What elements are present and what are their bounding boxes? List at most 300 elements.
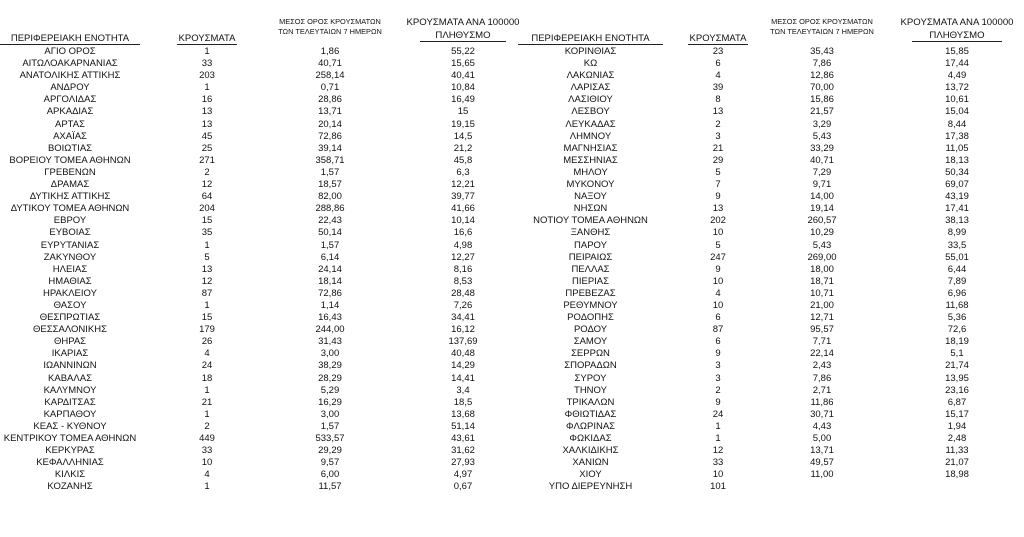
cell-cases: 2 — [715, 384, 721, 396]
cell-cases: 9 — [715, 191, 721, 203]
cell-avg: 33,29 — [810, 142, 834, 154]
cell-avg: 18,14 — [318, 275, 342, 287]
cell-region: ΚΑΡΠΑΘΟΥ — [43, 408, 97, 420]
cell-region: ΣΥΡΟΥ — [574, 372, 607, 384]
cell-per: 14,41 — [451, 372, 475, 384]
cell-per: 16,49 — [451, 94, 475, 106]
cell-region: ΛΗΜΝΟΥ — [569, 130, 612, 142]
cell-avg: 3,00 — [320, 408, 340, 420]
table-header — [0, 0, 520, 46]
table-row — [0, 300, 512, 312]
cell-cases: 45 — [201, 130, 213, 142]
cell-per: 8,53 — [453, 275, 473, 287]
cell-cases: 10 — [712, 299, 724, 311]
cell-region: ΙΚΑΡΙΑΣ — [51, 348, 89, 360]
cell-cases: 24 — [201, 360, 213, 372]
cell-per: 38,13 — [945, 215, 969, 227]
cell-avg: 70,00 — [810, 82, 834, 94]
cell-region: ΧΑΛΚΙΔΙΚΗΣ — [562, 445, 619, 457]
table-row — [512, 131, 1024, 143]
table-row — [512, 46, 1024, 58]
cell-cases: 12 — [201, 179, 213, 191]
table-row — [0, 215, 512, 227]
cell-per: 40,48 — [451, 348, 475, 360]
cell-avg: 24,14 — [318, 263, 342, 275]
table-row — [0, 106, 512, 118]
table-row — [512, 360, 1024, 372]
cell-avg: 40,71 — [318, 58, 342, 70]
table-row — [512, 433, 1024, 445]
table-row — [0, 94, 512, 106]
cell-avg: 7,86 — [812, 58, 832, 70]
cell-cases: 87 — [201, 287, 213, 299]
cell-avg: 39,14 — [318, 142, 342, 154]
cell-avg: 2,43 — [812, 360, 832, 372]
cell-region: ΑΙΤΩΛΟΑΚΑΡΝΑΝΙΑΣ — [22, 58, 118, 70]
cell-cases: 449 — [199, 433, 215, 444]
cell-region: ΕΥΒΟΙΑΣ — [49, 227, 91, 239]
cell-per: 39,77 — [451, 191, 475, 203]
cell-region: ΣΠΟΡΑΔΩΝ — [564, 360, 617, 372]
table-row — [0, 324, 512, 336]
table-row — [512, 191, 1024, 203]
cell-region: ΛΑΡΙΣΑΣ — [570, 82, 611, 94]
cell-region: ΔΡΑΜΑΣ — [50, 179, 90, 191]
cell-avg: 0,71 — [320, 82, 340, 94]
cell-cases: 1 — [204, 384, 210, 396]
cell-per: 11,68 — [945, 299, 969, 311]
cell-cases: 2 — [204, 166, 210, 178]
cell-region: ΜΑΓΝΗΣΙΑΣ — [563, 142, 618, 154]
table-row — [512, 70, 1024, 82]
cell-avg: 5,00 — [812, 433, 832, 444]
cell-avg: 10,71 — [810, 287, 834, 299]
cell-avg: 13,71 — [810, 445, 834, 457]
cell-avg: 260,57 — [807, 215, 837, 227]
cell-avg: 358,71 — [315, 154, 345, 166]
cell-region: ΚΟΡΙΝΘΙΑΣ — [564, 46, 617, 57]
cell-avg: 11,00 — [810, 469, 834, 481]
header-region: ΠΕΡΙΦΕΡΕΙΑΚΗ ΕΝΟΤΗΤΑ — [518, 34, 663, 45]
table-row — [0, 131, 512, 143]
table-row — [512, 457, 1024, 469]
right-table — [512, 0, 1024, 493]
cell-region: ΣΕΡΡΩΝ — [571, 348, 610, 360]
cell-cases: 64 — [201, 191, 213, 203]
cell-avg: 2,71 — [812, 384, 832, 396]
cell-per: 13,68 — [451, 408, 475, 420]
cell-per: 34,41 — [451, 312, 475, 324]
cell-per: 51,14 — [451, 420, 475, 432]
cell-avg: 6,00 — [320, 469, 340, 481]
cell-avg: 10,29 — [810, 227, 834, 239]
cell-avg: 6,14 — [320, 251, 340, 263]
cell-region: ΒΟΙΩΤΙΑΣ — [47, 142, 93, 154]
cell-avg: 22,14 — [810, 348, 834, 360]
cell-avg: 20,14 — [318, 118, 342, 130]
cell-avg: 5,29 — [320, 384, 340, 396]
cell-per: 12,27 — [451, 251, 475, 263]
cell-region: ΜΕΣΣΗΝΙΑΣ — [563, 154, 618, 166]
cell-avg: 5,43 — [812, 130, 832, 142]
table-row — [512, 94, 1024, 106]
cell-cases: 29 — [712, 154, 724, 166]
header-region: ΠΕΡΙΦΕΡΕΙΑΚΗ ΕΝΟΤΗΤΑ — [0, 34, 140, 45]
cell-cases: 15 — [201, 312, 213, 324]
table-row — [512, 143, 1024, 155]
cell-cases: 4 — [204, 348, 210, 360]
cell-per: 10,84 — [451, 82, 475, 94]
header-avg-line1: ΜΕΣΟΣ ΟΡΟΣ ΚΡΟΥΣΜΑΤΩΝ — [279, 17, 381, 26]
cell-per: 5,1 — [950, 348, 964, 360]
table-row — [512, 179, 1024, 191]
cell-cases: 10 — [201, 457, 213, 469]
cell-cases: 179 — [199, 324, 215, 336]
table-row — [0, 360, 512, 372]
cell-region: ΜΗΛΟΥ — [573, 166, 608, 178]
cell-cases: 2 — [715, 118, 721, 130]
table-row — [512, 264, 1024, 276]
cell-cases: 8 — [715, 94, 721, 106]
cell-per: 43,61 — [451, 433, 475, 444]
cell-per: 55,01 — [945, 251, 969, 263]
cell-cases: 24 — [712, 408, 724, 420]
cell-avg: 12,71 — [810, 312, 834, 324]
cell-cases: 18 — [201, 372, 213, 384]
cell-cases: 10 — [712, 275, 724, 287]
table-row — [0, 179, 512, 191]
cell-region: ΗΡΑΚΛΕΙΟΥ — [43, 287, 97, 299]
cell-per: 18,5 — [453, 396, 473, 408]
cell-region: ΘΑΣΟΥ — [53, 299, 87, 311]
table-row — [0, 409, 512, 421]
cell-per: 18,13 — [945, 154, 969, 166]
cell-per: 12,21 — [451, 179, 475, 191]
header-avg-line2: ΤΩΝ ΤΕΛΕΥΤΑΙΩΝ 7 ΗΜΕΡΩΝ — [278, 27, 382, 36]
cell-per: 7,89 — [947, 275, 967, 287]
header-cases: ΚΡΟΥΣΜΑΤΑ — [689, 33, 747, 44]
table-row — [0, 227, 512, 239]
cell-avg: 533,57 — [315, 433, 345, 444]
cell-per: 72,6 — [947, 324, 967, 336]
table-row — [512, 445, 1024, 457]
cell-avg: 35,43 — [810, 46, 834, 57]
cell-avg: 14,00 — [810, 191, 834, 203]
table-row — [0, 445, 512, 457]
cell-avg: 49,57 — [810, 457, 834, 469]
table-row — [512, 252, 1024, 264]
cell-per: 13,72 — [945, 82, 969, 94]
cell-cases: 35 — [201, 227, 213, 239]
left-rows — [0, 46, 512, 493]
cell-region: ΕΒΡΟΥ — [53, 215, 87, 227]
cell-region: ΣΑΜΟΥ — [573, 336, 608, 348]
table-row — [0, 240, 512, 252]
cell-avg: 28,29 — [318, 372, 342, 384]
table-row — [0, 276, 512, 288]
cell-avg: 3,00 — [320, 348, 340, 360]
cell-cases: 3 — [715, 130, 721, 142]
cell-avg: 269,00 — [807, 251, 837, 263]
cell-per: 8,44 — [947, 118, 967, 130]
cell-region: ΓΡΕΒΕΝΩΝ — [44, 166, 96, 178]
cell-region: ΘΕΣΠΡΩΤΙΑΣ — [39, 312, 101, 324]
cell-per: 23,16 — [945, 384, 969, 396]
table-row — [512, 288, 1024, 300]
cell-per: 21,07 — [945, 457, 969, 469]
cell-per: 3,4 — [456, 384, 470, 396]
cell-avg: 258,14 — [315, 70, 345, 82]
table-row — [0, 203, 512, 215]
cell-cases: 87 — [712, 324, 724, 336]
cell-region: ΤΗΝΟΥ — [574, 384, 607, 396]
cell-per: 6,3 — [456, 166, 470, 178]
cell-avg: 18,71 — [810, 275, 834, 287]
cell-region: ΡΟΔΟΥ — [573, 324, 608, 336]
cell-region: ΧΙΟΥ — [579, 469, 602, 481]
cell-cases: 2 — [204, 420, 210, 432]
cell-cases: 3 — [715, 360, 721, 372]
cell-region: ΚΟΖΑΝΗΣ — [47, 481, 93, 493]
table-row — [0, 336, 512, 348]
cell-cases: 21 — [712, 142, 724, 154]
cell-avg: 22,43 — [318, 215, 342, 227]
cell-cases: 247 — [710, 251, 726, 263]
header-per-line1: ΚΡΟΥΣΜΑΤΑ ΑΝΑ 100000 — [406, 17, 520, 28]
cell-region: ΦΛΩΡΙΝΑΣ — [565, 420, 616, 432]
cell-cases: 1 — [715, 420, 721, 432]
cell-avg: 13,71 — [318, 106, 342, 118]
cell-cases: 13 — [712, 106, 724, 118]
table-row — [0, 481, 512, 493]
cell-avg: 1,14 — [320, 299, 340, 311]
cell-avg: 21,57 — [810, 106, 834, 118]
cell-avg: 72,86 — [318, 287, 342, 299]
header-avg-line2: ΤΩΝ ΤΕΛΕΥΤΑΙΩΝ 7 ΗΜΕΡΩΝ — [770, 27, 874, 36]
cell-region: ΗΜΑΘΙΑΣ — [48, 275, 92, 287]
cell-per: 43,19 — [945, 191, 969, 203]
cell-avg: 19,14 — [810, 203, 834, 215]
cell-region: ΦΩΚΙΔΑΣ — [569, 433, 612, 444]
cell-avg: 3,29 — [812, 118, 832, 130]
cell-region: ΝΗΣΩΝ — [573, 203, 608, 215]
cell-cases: 6 — [715, 312, 721, 324]
cell-cases: 15 — [201, 215, 213, 227]
cell-per: 18,19 — [945, 336, 969, 348]
cell-region: ΘΕΣΣΑΛΟΝΙΚΗΣ — [33, 324, 107, 336]
table-row — [512, 155, 1024, 167]
cell-avg: 28,86 — [318, 94, 342, 106]
table-row — [512, 167, 1024, 179]
cell-cases: 271 — [199, 154, 215, 166]
table-row — [0, 191, 512, 203]
table-row — [512, 82, 1024, 94]
cell-region: ΑΧΑΪΑΣ — [53, 130, 87, 142]
left-table — [0, 0, 520, 493]
table-row — [0, 82, 512, 94]
cell-avg: 31,43 — [318, 336, 342, 348]
cell-region: ΛΑΣΙΘΙΟΥ — [568, 94, 613, 106]
cell-per: 17,38 — [945, 130, 969, 142]
cell-per: 6,87 — [947, 396, 967, 408]
cell-per: 137,69 — [448, 336, 478, 348]
cell-avg: 9,71 — [812, 179, 832, 191]
cell-per: 11,05 — [945, 142, 969, 154]
cell-avg: 18,57 — [318, 179, 342, 191]
cell-region: ΝΟΤΙΟΥ ΤΟΜΕΑ ΑΘΗΝΩΝ — [533, 215, 648, 227]
cell-region: ΘΗΡΑΣ — [53, 336, 87, 348]
cell-avg: 15,86 — [810, 94, 834, 106]
cell-avg: 244,00 — [315, 324, 345, 336]
cell-region: ΑΡΚΑΔΙΑΣ — [46, 106, 94, 118]
table-row — [512, 240, 1024, 252]
table-row — [512, 215, 1024, 227]
cell-per: 4,98 — [453, 239, 473, 251]
table-row — [0, 385, 512, 397]
cell-region: ΑΡΓΟΛΙΔΑΣ — [43, 94, 97, 106]
table-row — [512, 397, 1024, 409]
table-row — [512, 300, 1024, 312]
cell-region: ΡΕΘΥΜΝΟΥ — [563, 299, 618, 311]
cell-cases: 1 — [204, 46, 210, 57]
cell-cases: 9 — [715, 396, 721, 408]
cell-region: ΑΓΙΟ ΟΡΟΣ — [44, 46, 96, 57]
cell-region: ΥΠΟ ΔΙΕΡΕΥΝΗΣΗ — [548, 481, 633, 493]
cell-per: 27,93 — [451, 457, 475, 469]
cell-avg: 72,86 — [318, 130, 342, 142]
cell-per: 21,74 — [945, 360, 969, 372]
cell-region: ΠΑΡΟΥ — [574, 239, 607, 251]
cell-per: 15,17 — [945, 408, 969, 420]
cell-cases: 3 — [715, 372, 721, 384]
cell-cases: 101 — [710, 481, 726, 493]
cell-avg: 1,57 — [320, 166, 340, 178]
table-header — [512, 0, 1024, 46]
table-row — [0, 469, 512, 481]
cell-region: ΗΛΕΙΑΣ — [52, 263, 88, 275]
cell-cases: 1 — [204, 408, 210, 420]
cell-cases: 5 — [715, 239, 721, 251]
table-row — [512, 324, 1024, 336]
cell-cases: 13 — [201, 263, 213, 275]
cell-per: 14,5 — [453, 130, 473, 142]
cell-region: ΔΥΤΙΚΟΥ ΤΟΜΕΑ ΑΘΗΝΩΝ — [10, 203, 130, 215]
table-row — [512, 119, 1024, 131]
cell-avg: 7,71 — [812, 336, 832, 348]
table-row — [512, 58, 1024, 70]
cell-region: ΚΕΦΑΛΛΗΝΙΑΣ — [36, 457, 104, 469]
cell-per: 0,67 — [453, 481, 473, 493]
cell-cases: 5 — [204, 251, 210, 263]
table-row — [512, 421, 1024, 433]
cell-per: 31,62 — [451, 445, 475, 457]
table-row — [512, 336, 1024, 348]
cell-region: ΚΩ — [583, 58, 598, 70]
table-row — [0, 264, 512, 276]
table-row — [0, 433, 512, 445]
cell-cases: 13 — [712, 203, 724, 215]
table-row — [0, 46, 512, 58]
table-row — [0, 252, 512, 264]
cell-cases: 1 — [715, 433, 721, 444]
cell-cases: 203 — [199, 70, 215, 82]
cell-cases: 6 — [715, 58, 721, 70]
cell-per: 40,41 — [451, 70, 475, 82]
cell-cases: 26 — [201, 336, 213, 348]
table-row — [512, 409, 1024, 421]
cell-avg: 11,86 — [810, 396, 834, 408]
right-rows — [512, 46, 1024, 493]
table-row — [512, 385, 1024, 397]
cell-per: 7,26 — [453, 299, 473, 311]
cell-per: 41,66 — [451, 203, 475, 215]
cell-per: 10,61 — [945, 94, 969, 106]
cell-avg: 30,71 — [810, 408, 834, 420]
table-row — [0, 397, 512, 409]
cell-cases: 10 — [712, 469, 724, 481]
cell-cases: 39 — [712, 82, 724, 94]
header-per-line1: ΚΡΟΥΣΜΑΤΑ ΑΝΑ 100000 — [900, 17, 1014, 28]
table-row — [0, 312, 512, 324]
cell-avg: 7,29 — [812, 166, 832, 178]
cell-cases: 13 — [201, 118, 213, 130]
cell-cases: 12 — [201, 275, 213, 287]
cell-region: ΡΟΔΟΠΗΣ — [567, 312, 614, 324]
table-row — [0, 167, 512, 179]
cell-per: 2,48 — [947, 433, 967, 444]
cell-cases: 25 — [201, 142, 213, 154]
cell-per: 19,15 — [451, 118, 475, 130]
header-per-line2: ΠΛΗΘΥΣΜΟ — [420, 30, 506, 42]
cell-per: 15 — [457, 106, 469, 118]
cell-avg: 7,86 — [812, 372, 832, 384]
cell-region: ΠΙΕΡΙΑΣ — [571, 275, 610, 287]
header-cases: ΚΡΟΥΣΜΑΤΑ — [178, 33, 236, 44]
cell-cases: 4 — [204, 469, 210, 481]
cell-cases: 12 — [712, 445, 724, 457]
cell-avg: 29,29 — [318, 445, 342, 457]
cell-cases: 4 — [715, 70, 721, 82]
cell-region: ΞΑΝΘΗΣ — [570, 227, 611, 239]
cell-region: ΚΕΑΣ - ΚΥΘΝΟΥ — [33, 420, 107, 432]
cell-cases: 10 — [712, 227, 724, 239]
cell-per: 4,49 — [947, 70, 967, 82]
cell-avg: 18,00 — [810, 263, 834, 275]
cell-per: 50,34 — [945, 166, 969, 178]
cell-per: 11,33 — [945, 445, 969, 457]
table-row — [512, 469, 1024, 481]
table-row — [512, 481, 1024, 493]
table-row — [512, 312, 1024, 324]
cell-cases: 204 — [199, 203, 215, 215]
table-row — [0, 373, 512, 385]
cell-region: ΧΑΝΙΩΝ — [572, 457, 609, 469]
cell-avg: 95,57 — [810, 324, 834, 336]
cell-cases: 16 — [201, 94, 213, 106]
cell-per: 15,85 — [945, 46, 969, 57]
cell-region: ΚΑΡΔΙΤΣΑΣ — [44, 396, 96, 408]
cell-region: ΛΑΚΩΝΙΑΣ — [566, 70, 615, 82]
cell-per: 6,44 — [947, 263, 967, 275]
cell-cases: 23 — [712, 46, 724, 57]
cell-cases: 5 — [715, 166, 721, 178]
cell-avg: 9,57 — [320, 457, 340, 469]
cell-region: ΛΕΣΒΟΥ — [571, 106, 610, 118]
cell-cases: 13 — [201, 106, 213, 118]
cell-avg: 1,86 — [320, 46, 340, 57]
cell-avg: 38,29 — [318, 360, 342, 372]
table-row — [0, 155, 512, 167]
